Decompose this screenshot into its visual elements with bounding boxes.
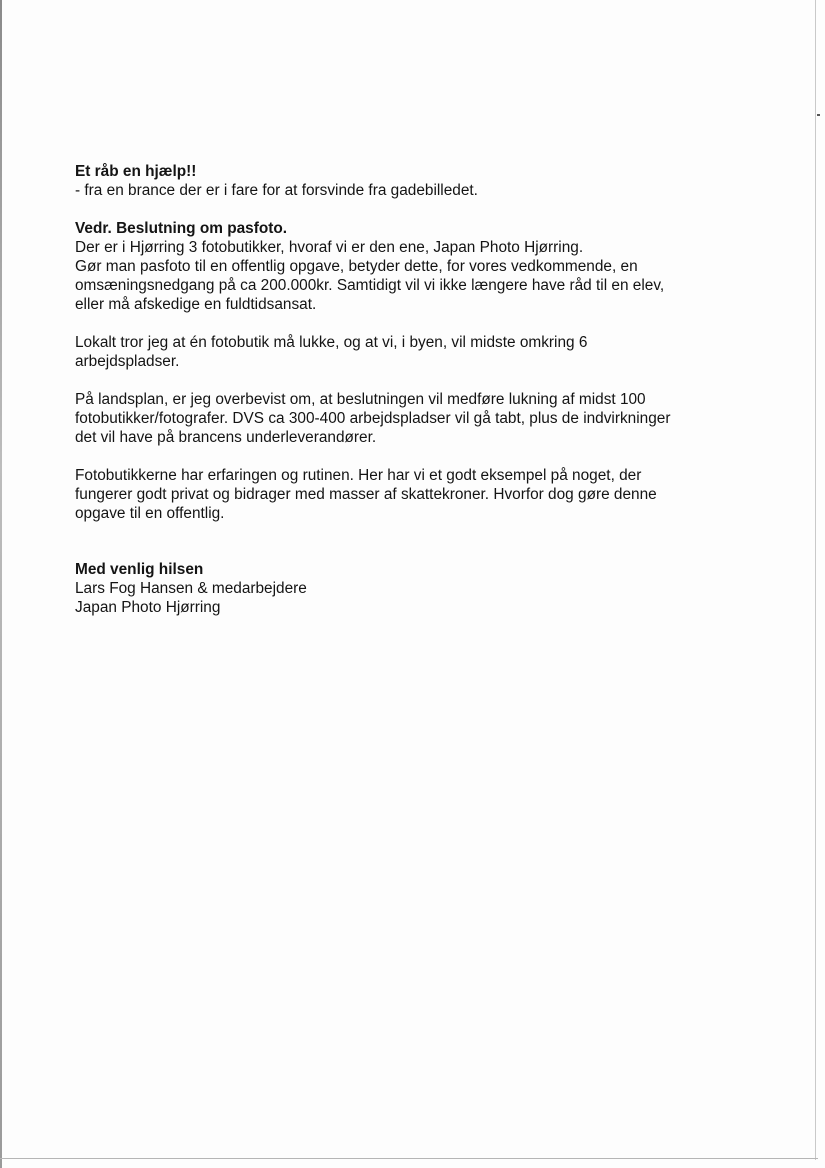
letter-subject: Vedr. Beslutning om pasfoto. — [75, 220, 288, 237]
letter-title: Et råb en hjælp!! — [75, 163, 197, 180]
closing-phrase: Med venlig hilsen — [75, 561, 204, 578]
scan-right-edge — [815, 0, 816, 1160]
scan-left-edge — [0, 0, 2, 1168]
spacer — [75, 447, 755, 466]
signature-company: Japan Photo Hjørring — [75, 599, 221, 616]
spacer — [75, 371, 755, 390]
scan-speck — [817, 114, 820, 116]
paragraph-1 — [75, 238, 755, 314]
paragraph-1-line: Der er i Hjørring 3 fotobutikker, hvoraf vi er den ene, Japan Photo Hjørring. — [75, 239, 584, 256]
paragraph-4-line: fungerer godt privat og bidrager med masser af skattekroner. Hvorfor dog gøre denne — [75, 486, 657, 503]
paragraph-1-line: eller må afskedige en fuldtidsansat. — [75, 296, 317, 313]
spacer — [75, 200, 755, 219]
paragraph-3-line: På landsplan, er jeg overbevist om, at beslutningen vil medføre lukning af midst 100 — [75, 391, 646, 408]
paragraph-3-line: det vil have på brancens underleverandører. — [75, 429, 377, 446]
paragraph-2-line: arbejdspladser. — [75, 353, 180, 370]
paragraph-4 — [75, 466, 755, 523]
spacer — [75, 523, 755, 560]
spacer — [75, 314, 755, 333]
paragraph-3-line: fotobutikker/fotografer. DVS ca 300-400 arbejdspladser vil gå tabt, plus de indvirkninger — [75, 410, 671, 427]
paragraph-3 — [75, 390, 755, 447]
signature-name: Lars Fog Hansen & medarbejdere — [75, 580, 307, 597]
scan-bottom-edge — [0, 1158, 818, 1159]
paragraph-4-line: opgave til en offentlig. — [75, 505, 225, 522]
paragraph-1-line: omsæningsnedgang på ca 200.000kr. Samtidigt vil vi ikke længere have råd til en elev, — [75, 277, 665, 294]
paragraph-1-line: Gør man pasfoto til en offentlig opgave, betyder dette, for vores vedkommende, en — [75, 258, 638, 275]
paragraph-2-line: Lokalt tror jeg at én fotobutik må lukke, og at vi, i byen, vil midste omkring 6 — [75, 334, 588, 351]
letter-body — [75, 162, 755, 617]
paragraph-4-line: Fotobutikkerne har erfaringen og rutinen. Her har vi et godt eksempel på noget, der — [75, 467, 642, 484]
paragraph-2 — [75, 333, 755, 371]
letter-subtitle: - fra en brance der er i fare for at forsvinde fra gadebilledet. — [75, 182, 478, 199]
